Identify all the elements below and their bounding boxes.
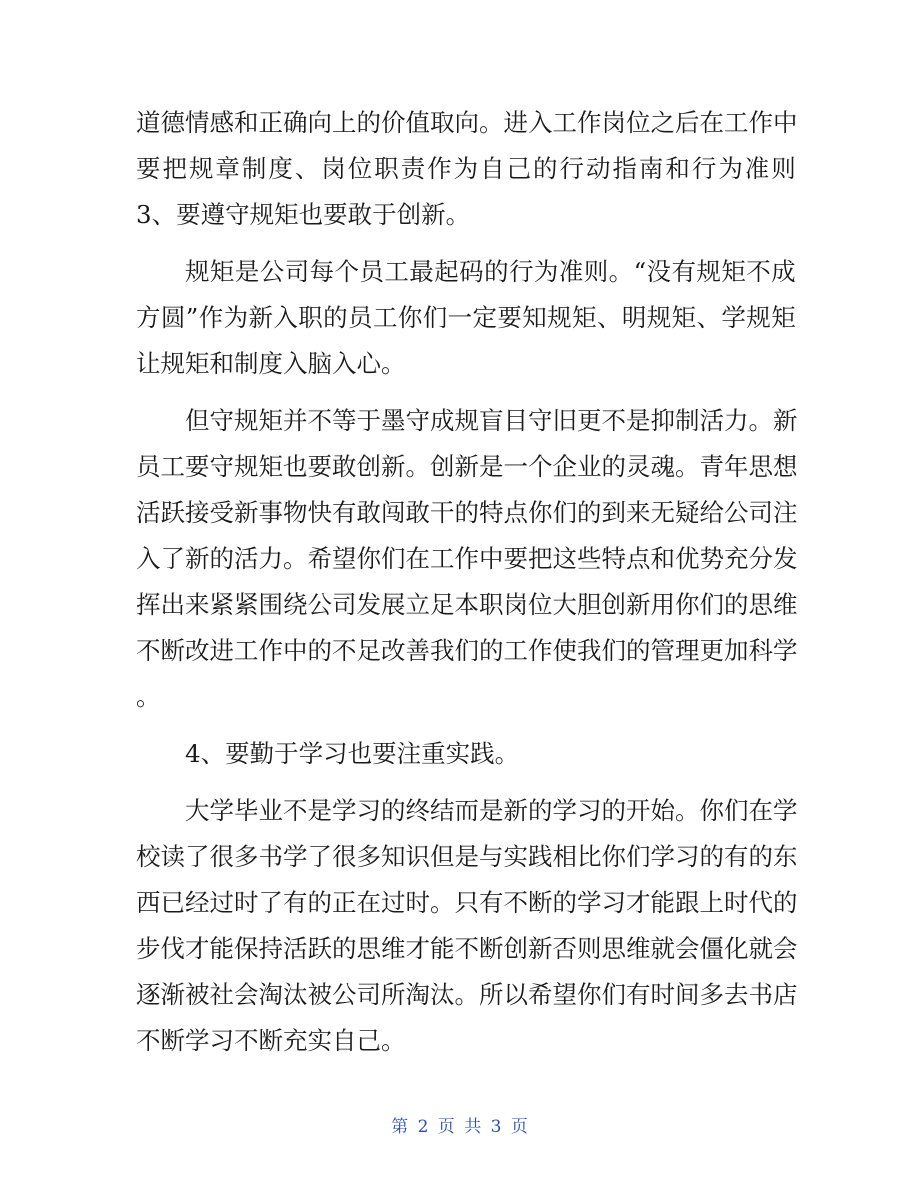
section-heading: 4 、 要 勤 于 学 习 也 要 注 重 实 践 。 [185, 739, 520, 768]
text-line: 活 跃 接 受 新 事 物 快 有 敢 闯 敢 干 的 特 点 你 们 的 到 来 无 疑 给 公 司 注 [136, 498, 798, 527]
text-line: 校 读 了 很 多 书 学 了 很 多 知 识 但 是 与 实 践 相 比 你 们 学 习 的 有 的 东 [136, 842, 798, 871]
text-line: 道 德 情 感 和 正 确 向 上 的 价 值 取 向 。 进 入 工 作 岗 位 之 后 在 工 作 中 [136, 108, 798, 137]
text-line: 方 圆 ” 作 为 新 入 职 的 员 工 你 们 一 定 要 知 规 矩 、 明 规 矩 、 学 规 矩 [136, 303, 796, 332]
text-line: 逐 渐 被 社 会 淘 汰 被 公 司 所 淘 汰 。 所 以 希 望 你 们 有 时 间 多 去 书 店 [136, 980, 798, 1009]
text-line: 入 了 新 的 活 力 。 希 望 你 们 在 工 作 中 要 把 这 些 特 点 和 优 势 充 分 发 [136, 544, 798, 573]
text-line: 不 断 改 进 工 作 中 的 不 足 改 善 我 们 的 工 作 使 我 们 的 管 理 更 加 科 学 [136, 636, 798, 665]
text-line: 不 断 学 习 不 断 充 实 自 己 。 [136, 1026, 406, 1055]
section-heading: 3 、 要 遵 守 规 矩 也 要 敢 于 创 新 。 [136, 200, 471, 229]
text-line: 要 把 规 章 制 度 、 岗 位 职 责 作 为 自 己 的 行 动 指 南 和 行 为 准 则 [136, 154, 796, 183]
text-line: 。 [136, 682, 161, 711]
text-line: 步 伐 才 能 保 持 活 跃 的 思 维 才 能 不 断 创 新 否 则 思 维 就 会 僵 化 就 会 [136, 934, 798, 963]
text-line: 大 学 毕 业 不 是 学 习 的 终 结 而 是 新 的 学 习 的 开 始 。 你 们 在 学 [185, 796, 798, 825]
text-line: 让 规 矩 和 制 度 入 脑 入 心 。 [136, 349, 406, 378]
text-line: 员 工 要 守 规 矩 也 要 敢 创 新 。 创 新 是 一 个 企 业 的 灵 魂 。 青 年 思 想 [136, 452, 798, 481]
page-number-footer: 第 2 页 共 3 页 [391, 1117, 529, 1137]
text-line: 但 守 规 矩 并 不 等 于 墨 守 成 规 盲 目 守 旧 更 不 是 抑 制 活 力 。 新 [185, 406, 798, 435]
document-body [136, 100, 796, 1064]
text-line: 规 矩 是 公 司 每 个 员 工 最 起 码 的 行 为 准 则 。 “ 没 有 规 矩 不 成 [185, 257, 796, 286]
text-line: 挥 出 来 紧 紧 围 绕 公 司 发 展 立 足 本 职 岗 位 大 胆 创 新 用 你 们 的 思 维 [136, 590, 798, 619]
text-line: 西 已 经 过 时 了 有 的 正 在 过 时 。 只 有 不 断 的 学 习 才 能 跟 上 时 代 的 [136, 888, 798, 917]
